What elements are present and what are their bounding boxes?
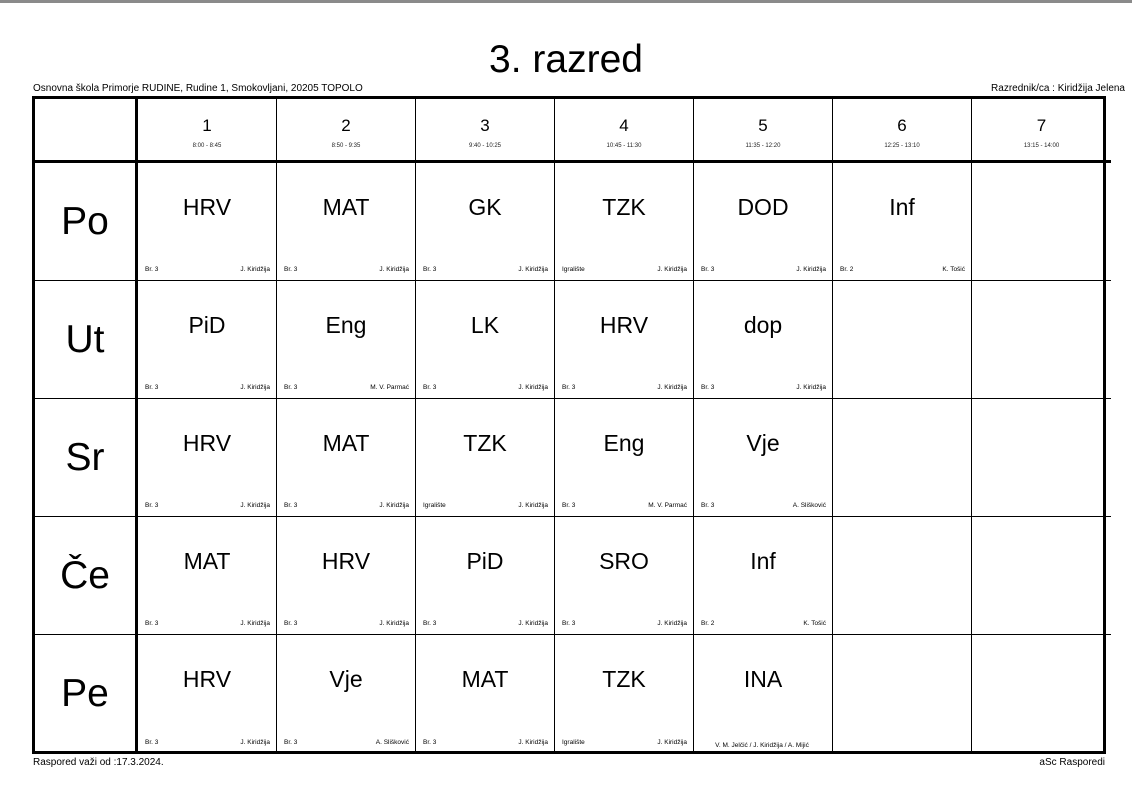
lesson-teacher: J. Kiridžija <box>240 739 270 746</box>
lesson-subject: HRV <box>321 548 371 574</box>
lesson-cell <box>416 281 555 399</box>
period-header <box>277 99 416 163</box>
lesson-room: Br. 3 <box>145 384 159 391</box>
period-header <box>833 99 972 163</box>
lesson-teacher: J. Kiridžija <box>657 739 687 746</box>
empty-lesson-cell <box>972 163 1111 281</box>
period-number: 4 <box>619 116 629 135</box>
lesson-subject: Inf <box>750 548 776 574</box>
period-time: 10:45 - 11:30 <box>606 143 642 149</box>
lesson-subject: GK <box>468 194 502 220</box>
lesson-teacher: J. Kiridžija <box>379 502 409 509</box>
lesson-teacher: K. Tošić <box>942 266 965 273</box>
lesson-cell <box>694 281 833 399</box>
period-time: 9:40 - 10:25 <box>468 143 502 149</box>
lesson-room: Igralište <box>562 266 585 273</box>
day-cell <box>35 517 138 635</box>
period-number: 7 <box>1036 116 1047 135</box>
lesson-subject: PiD <box>188 312 226 338</box>
lesson-room: Igralište <box>562 739 585 746</box>
empty-lesson-cell <box>833 281 972 399</box>
period-header <box>138 99 277 163</box>
lesson-room: Br. 3 <box>284 266 298 273</box>
lesson-subject: MAT <box>322 194 370 220</box>
lesson-cell <box>138 281 277 399</box>
lesson-room: Br. 2 <box>840 266 854 273</box>
corner-cell <box>35 99 138 163</box>
day-label: Pe <box>61 672 109 715</box>
lesson-teacher: J. Kiridžija <box>379 620 409 627</box>
valid-from: Raspored važi od :17.3.2024. <box>33 757 164 768</box>
lesson-cell <box>138 399 277 517</box>
lesson-room: Br. 3 <box>145 739 159 746</box>
school-info: Osnovna škola Primorje RUDINE, Rudine 1, Smokovljani, 20205 TOPOLO <box>33 83 363 94</box>
period-header <box>972 99 1111 163</box>
lesson-subject: MAT <box>322 430 370 456</box>
period-time: 8:50 - 9:35 <box>331 143 361 149</box>
empty-lesson-cell <box>972 281 1111 399</box>
lesson-teacher: K. Tošić <box>803 620 826 627</box>
day-cell <box>35 399 138 517</box>
period-number: 3 <box>480 116 490 135</box>
lesson-room: Br. 3 <box>423 266 437 273</box>
lesson-cell <box>555 635 694 753</box>
lesson-room: Br. 3 <box>423 620 437 627</box>
lesson-room: Br. 2 <box>701 620 715 627</box>
lesson-teacher: J. Kiridžija <box>240 266 270 273</box>
lesson-teacher: A. Slišković <box>792 502 826 509</box>
empty-lesson-cell <box>972 399 1111 517</box>
empty-lesson-cell <box>833 399 972 517</box>
lesson-room: Br. 3 <box>562 502 576 509</box>
lesson-teacher: J. Kiridžija <box>657 620 687 627</box>
lesson-room: Br. 3 <box>284 739 298 746</box>
lesson-room: Br. 3 <box>701 502 715 509</box>
lesson-teacher: J. Kiridžija <box>796 384 826 391</box>
lesson-teacher: M. V. Parmać <box>648 502 687 509</box>
lesson-teacher: A. Slišković <box>375 739 409 746</box>
lesson-teacher: J. Kiridžija <box>379 266 409 273</box>
lesson-subject: SRO <box>599 548 649 574</box>
lesson-subject: Vje <box>746 430 780 456</box>
lesson-subject: Eng <box>325 312 367 338</box>
class-teacher: Razrednik/ca : Kiridžija Jelena <box>991 83 1125 94</box>
period-header <box>416 99 555 163</box>
period-number: 6 <box>897 116 907 135</box>
lesson-cell <box>555 399 694 517</box>
lesson-room: Br. 3 <box>562 384 576 391</box>
lesson-teacher: J. Kiridžija <box>657 266 687 273</box>
lesson-subject: TZK <box>602 666 646 692</box>
period-header <box>555 99 694 163</box>
lesson-cell <box>555 281 694 399</box>
lesson-subject: Inf <box>889 194 915 220</box>
lesson-cell <box>694 163 833 281</box>
lesson-room: Br. 3 <box>423 739 437 746</box>
lesson-subject: TZK <box>602 194 646 220</box>
lesson-room: Br. 3 <box>145 266 159 273</box>
lesson-cell <box>277 517 416 635</box>
period-header <box>694 99 833 163</box>
lesson-subject: INA <box>743 666 783 692</box>
period-number: 5 <box>758 116 768 135</box>
lesson-cell <box>277 399 416 517</box>
lesson-cell <box>138 635 277 753</box>
lesson-teacher: J. Kiridžija <box>518 620 548 627</box>
lesson-subject: TZK <box>463 430 507 456</box>
page-title: 3. razred <box>489 38 643 81</box>
lesson-cell <box>416 399 555 517</box>
lesson-cell <box>416 635 555 753</box>
lesson-cell <box>694 635 833 753</box>
lesson-room: Br. 3 <box>145 502 159 509</box>
period-time: 11:35 - 12:20 <box>745 143 781 149</box>
timetable-grid <box>32 96 1106 754</box>
lesson-teacher: J. Kiridžija <box>657 384 687 391</box>
lesson-teacher: J. Kiridžija <box>518 384 548 391</box>
lesson-room: Br. 3 <box>284 384 298 391</box>
day-cell <box>35 163 138 281</box>
lesson-teacher: J. Kiridžija <box>240 384 270 391</box>
lesson-subject: LK <box>470 312 500 338</box>
lesson-room: Br. 3 <box>701 266 715 273</box>
lesson-teacher: J. Kiridžija <box>240 620 270 627</box>
lesson-subject: DOD <box>737 194 789 220</box>
lesson-subject: MAT <box>183 548 231 574</box>
lesson-subject: HRV <box>182 666 232 692</box>
day-label: Po <box>61 199 109 243</box>
lesson-teacher: J. Kiridžija <box>518 502 548 509</box>
lesson-room: Igralište <box>423 502 446 509</box>
lesson-subject: PiD <box>466 548 504 574</box>
lesson-cell <box>277 635 416 753</box>
day-label: Če <box>60 553 110 597</box>
lesson-room: Br. 3 <box>284 620 298 627</box>
lesson-subject: HRV <box>182 430 232 456</box>
lesson-cell <box>694 399 833 517</box>
lesson-teacher: M. V. Parmać <box>370 384 409 391</box>
empty-lesson-cell <box>833 635 972 753</box>
day-label: Ut <box>65 317 105 361</box>
lesson-room: Br. 3 <box>284 502 298 509</box>
empty-lesson-cell <box>972 635 1111 753</box>
lesson-cell <box>138 517 277 635</box>
lesson-teacher: J. Kiridžija <box>240 502 270 509</box>
lesson-cell <box>555 163 694 281</box>
lesson-subject: Eng <box>603 430 645 456</box>
lesson-teacher: V. M. Jelčić / J. Kiridžija / A. Mijić <box>715 742 809 749</box>
lesson-subject: HRV <box>182 194 232 220</box>
lesson-subject: dop <box>743 312 783 338</box>
lesson-cell <box>277 163 416 281</box>
lesson-teacher: J. Kiridžija <box>518 266 548 273</box>
day-cell <box>35 281 138 399</box>
lesson-cell <box>277 281 416 399</box>
empty-lesson-cell <box>833 517 972 635</box>
lesson-teacher: J. Kiridžija <box>518 739 548 746</box>
period-time: 8:00 - 8:45 <box>192 143 222 149</box>
lesson-room: Br. 3 <box>562 620 576 627</box>
lesson-cell <box>416 163 555 281</box>
period-time: 13:15 - 14:00 <box>1023 143 1060 149</box>
lesson-subject: HRV <box>599 312 649 338</box>
period-number: 2 <box>341 116 351 135</box>
period-time: 12:25 - 13:10 <box>884 143 920 149</box>
lesson-cell <box>694 517 833 635</box>
lesson-room: Br. 3 <box>701 384 715 391</box>
period-number: 1 <box>202 116 212 135</box>
empty-lesson-cell <box>972 517 1111 635</box>
lesson-room: Br. 3 <box>145 620 159 627</box>
top-rule <box>0 0 1132 3</box>
lesson-cell <box>416 517 555 635</box>
day-cell <box>35 635 138 753</box>
day-label: Sr <box>65 435 105 479</box>
lesson-subject: Vje <box>329 666 363 692</box>
software-credit: aSc Rasporedi <box>1039 757 1105 768</box>
lesson-subject: MAT <box>461 666 509 692</box>
lesson-cell <box>833 163 972 281</box>
lesson-cell <box>555 517 694 635</box>
lesson-cell <box>138 163 277 281</box>
lesson-teacher: J. Kiridžija <box>796 266 826 273</box>
lesson-room: Br. 3 <box>423 384 437 391</box>
